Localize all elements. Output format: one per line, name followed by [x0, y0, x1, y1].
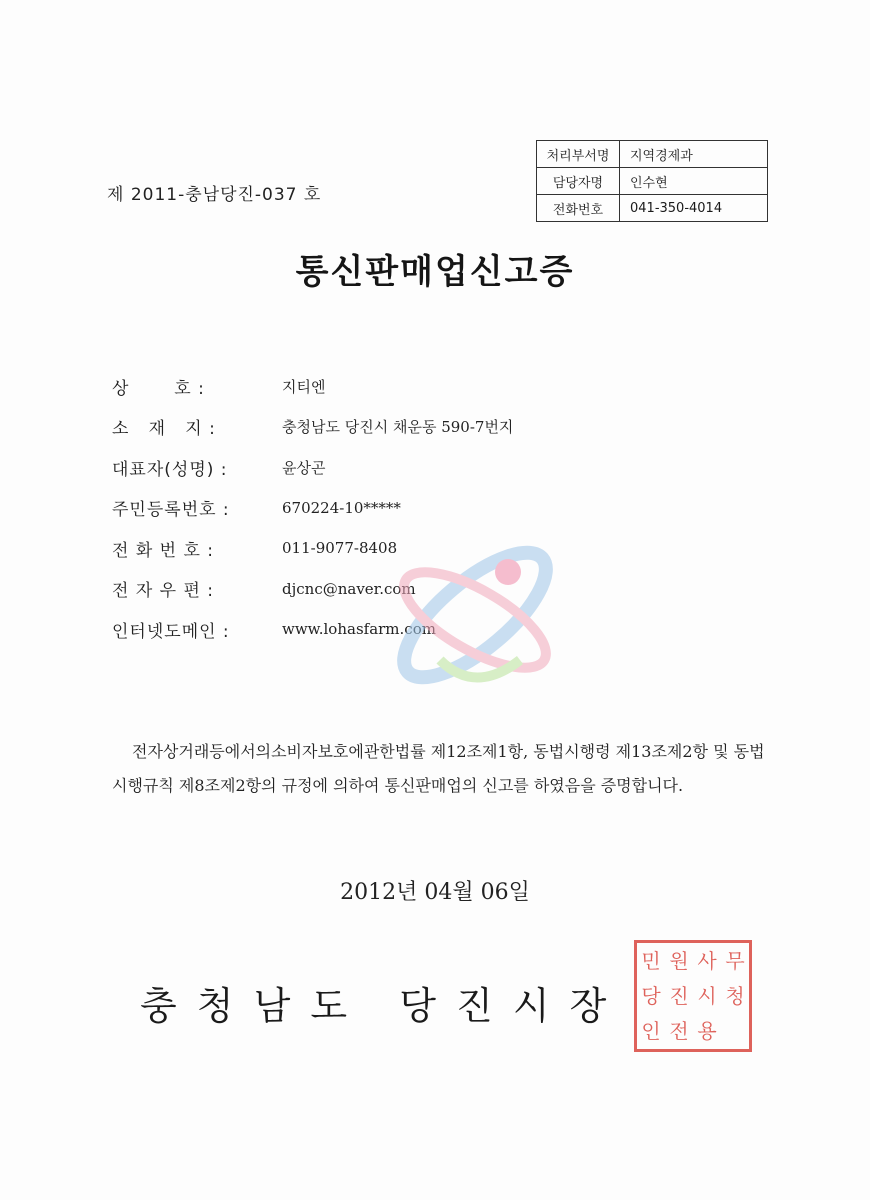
field-value: djcnc@naver.com [282, 579, 416, 598]
seal-character: 용 [697, 1019, 717, 1044]
field-business-name [112, 366, 513, 407]
field-value: 윤상곤 [282, 458, 326, 477]
seal-character: 전 [669, 1019, 689, 1044]
field-value: 670224-10***** [282, 498, 401, 517]
staff-value: 인수현 [620, 168, 768, 195]
issue-date: 2012년 04월 06일 [340, 880, 530, 905]
department-row [537, 141, 768, 168]
department-label: 처리부서명 [537, 141, 620, 168]
field-value: 충청남도 당진시 채운동 590-7번지 [282, 418, 514, 437]
staff-label: 담당자명 [537, 168, 620, 195]
phone-row [537, 195, 768, 222]
issuer-name: 충 청 남 도 당 진 시 장 [140, 984, 611, 1028]
field-label: 소 재 지 : [112, 419, 216, 440]
certification-statement: 전자상거래등에서의소비자보호에관한법률 제12조제1항, 동법시행령 제13조제2항 및 동법시행규칙 제8조제2항의 규정에 의하여 통신판매업의 신고를 하였음을 증명합니다. [112, 742, 765, 795]
seal-character: 진 [669, 983, 689, 1008]
staff-row [537, 168, 768, 195]
field-value: www.lohasfarm.com [282, 620, 436, 639]
seal-character: 무 [725, 948, 745, 973]
field-label: 상 호 : [112, 378, 205, 399]
emblem-watermark-icon [380, 520, 570, 710]
seal-character: 원 [669, 948, 689, 973]
department-value: 지역경제과 [620, 141, 768, 168]
field-value: 지티엔 [282, 377, 326, 396]
field-label: 전 자 우 편 : [112, 581, 215, 602]
seal-character: 청 [725, 983, 745, 1008]
seal-character: 민 [641, 948, 661, 973]
official-seal [634, 940, 752, 1052]
document-number: 제 2011-충남당진-037 호 [107, 185, 322, 205]
document-title: 통신판매업신고증 [295, 252, 575, 292]
seal-character: 인 [641, 1019, 661, 1044]
seal-character: 시 [697, 983, 717, 1008]
field-address [112, 407, 513, 448]
phone-label: 전화번호 [537, 195, 620, 222]
seal-character: 사 [697, 948, 717, 973]
field-label: 대표자(성명) : [112, 459, 228, 480]
field-label: 전 화 번 호 : [112, 540, 215, 561]
field-label: 인터넷도메인 : [112, 621, 230, 642]
phone-value: 041-350-4014 [620, 195, 768, 222]
seal-character: 당 [641, 983, 661, 1008]
field-value: 011-9077-8408 [282, 539, 398, 558]
department-table [536, 140, 768, 222]
field-representative [112, 447, 513, 488]
field-label: 주민등록번호 : [112, 500, 230, 521]
